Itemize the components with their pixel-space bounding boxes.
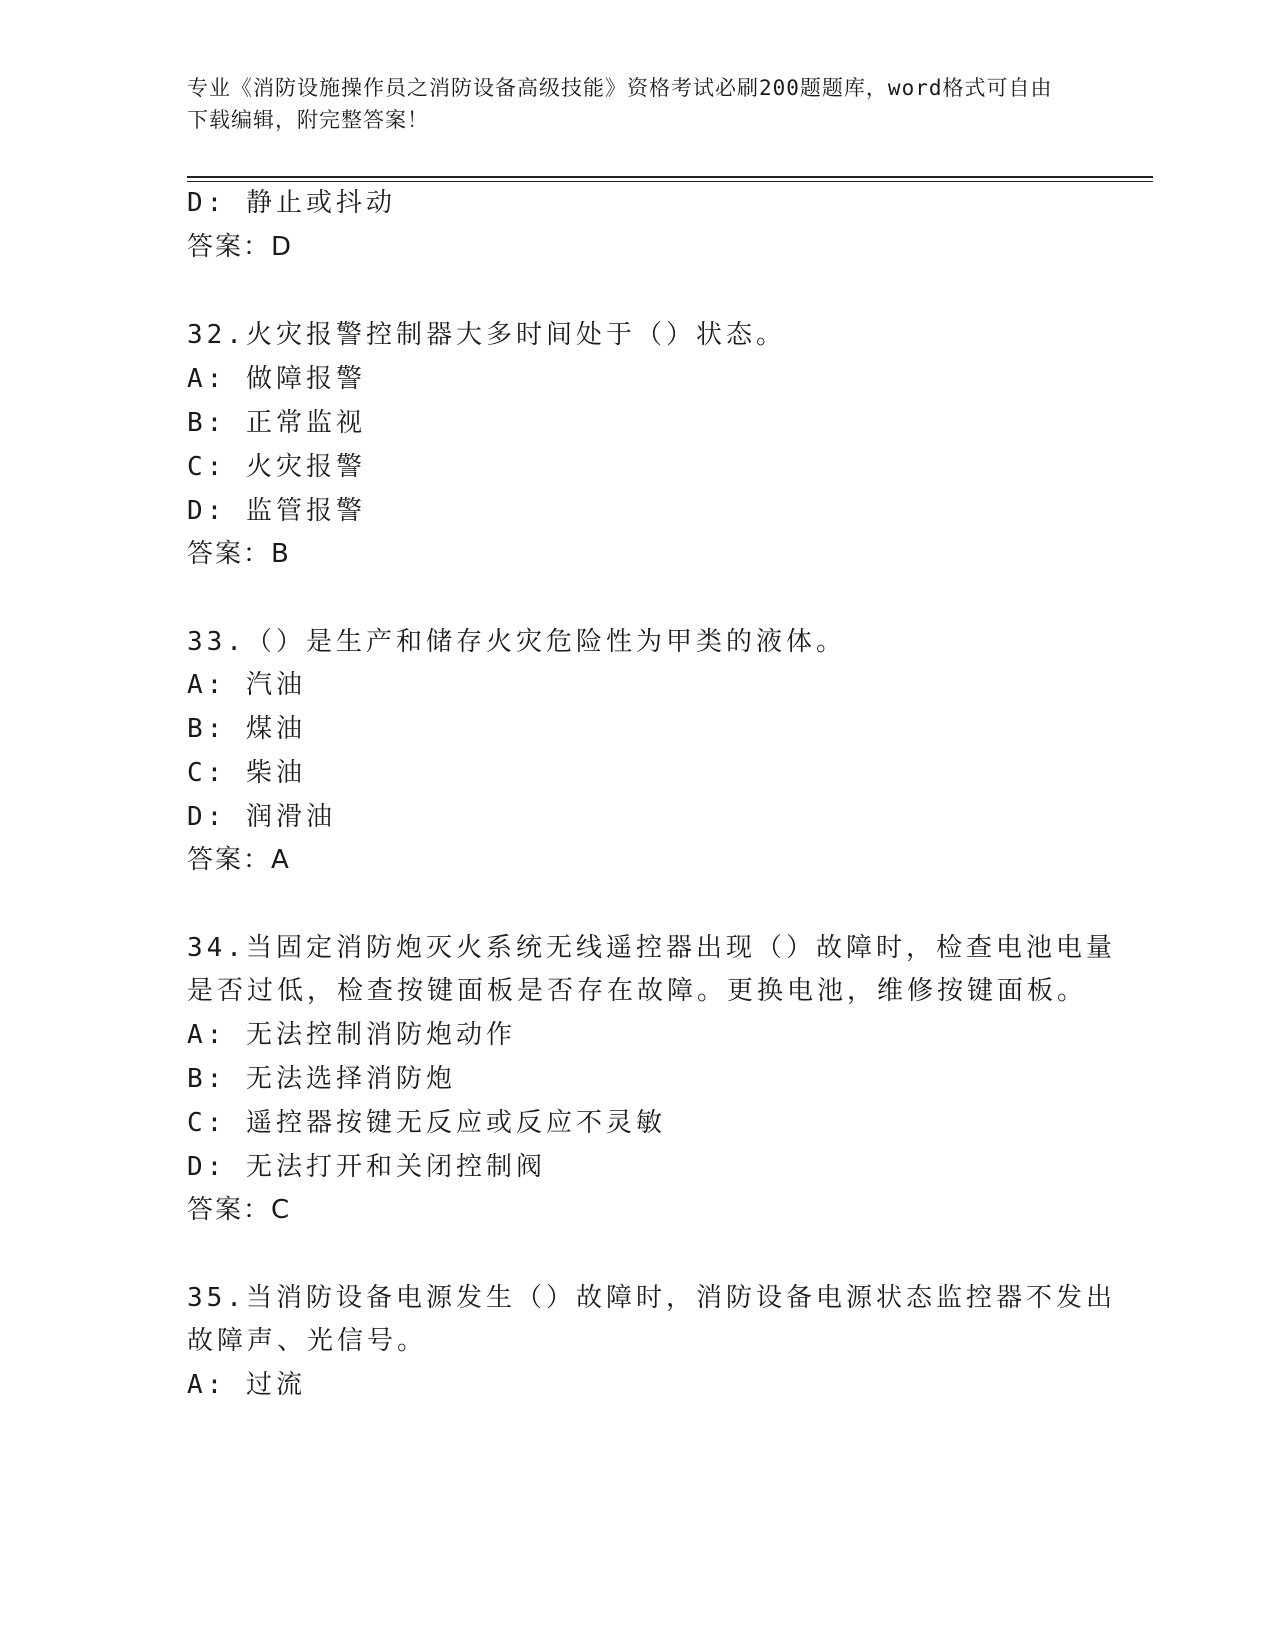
option-d: D: 静止或抖动 [187,188,396,218]
option-a: A: 做障报警 [187,364,366,394]
question-stem-line-2: 是否过低，检查按键面板是否存在故障。更换电池，维修按键面板。 [187,976,1088,1006]
option-d: D: 无法打开和关闭控制阀 [187,1152,546,1182]
document-header: 专业《消防设施操作员之消防设备高级技能》资格考试必刷200题题库，word格式可自由下载编辑，附完整答案！ [187,76,1053,132]
question-stem-line-1: 34.当固定消防炮灭火系统无线遥控器出现（）故障时，检查电池电量 [187,933,1116,963]
header-divider [187,176,1153,178]
option-a: A: 无法控制消防炮动作 [187,1020,516,1050]
header-divider-thin [187,181,1153,182]
option-c: C: 柴油 [187,758,306,788]
option-a: A: 过流 [187,1370,306,1400]
question-stem: 32.火灾报警控制器大多时间处于（）状态。 [187,320,786,350]
question-stem: 33.（）是生产和储存火灾危险性为甲类的液体。 [187,627,846,657]
answer-line: 答案：C [187,1195,292,1225]
option-b: B: 正常监视 [187,408,366,438]
answer-line: 答案：D [187,232,294,262]
option-a: A: 汽油 [187,670,306,700]
question-stem-line-1: 35.当消防设备电源发生（）故障时，消防设备电源状态监控器不发出 [187,1283,1116,1313]
option-b: B: 无法选择消防炮 [187,1064,456,1094]
option-c: C: 遥控器按键无反应或反应不灵敏 [187,1108,666,1138]
option-c: C: 火灾报警 [187,452,366,482]
answer-line: 答案：B [187,539,291,569]
option-b: B: 煤油 [187,714,306,744]
question-stem-line-2: 故障声、光信号。 [187,1326,428,1356]
option-d: D: 润滑油 [187,802,336,832]
option-d: D: 监管报警 [187,496,366,526]
answer-line: 答案：A [187,845,291,875]
